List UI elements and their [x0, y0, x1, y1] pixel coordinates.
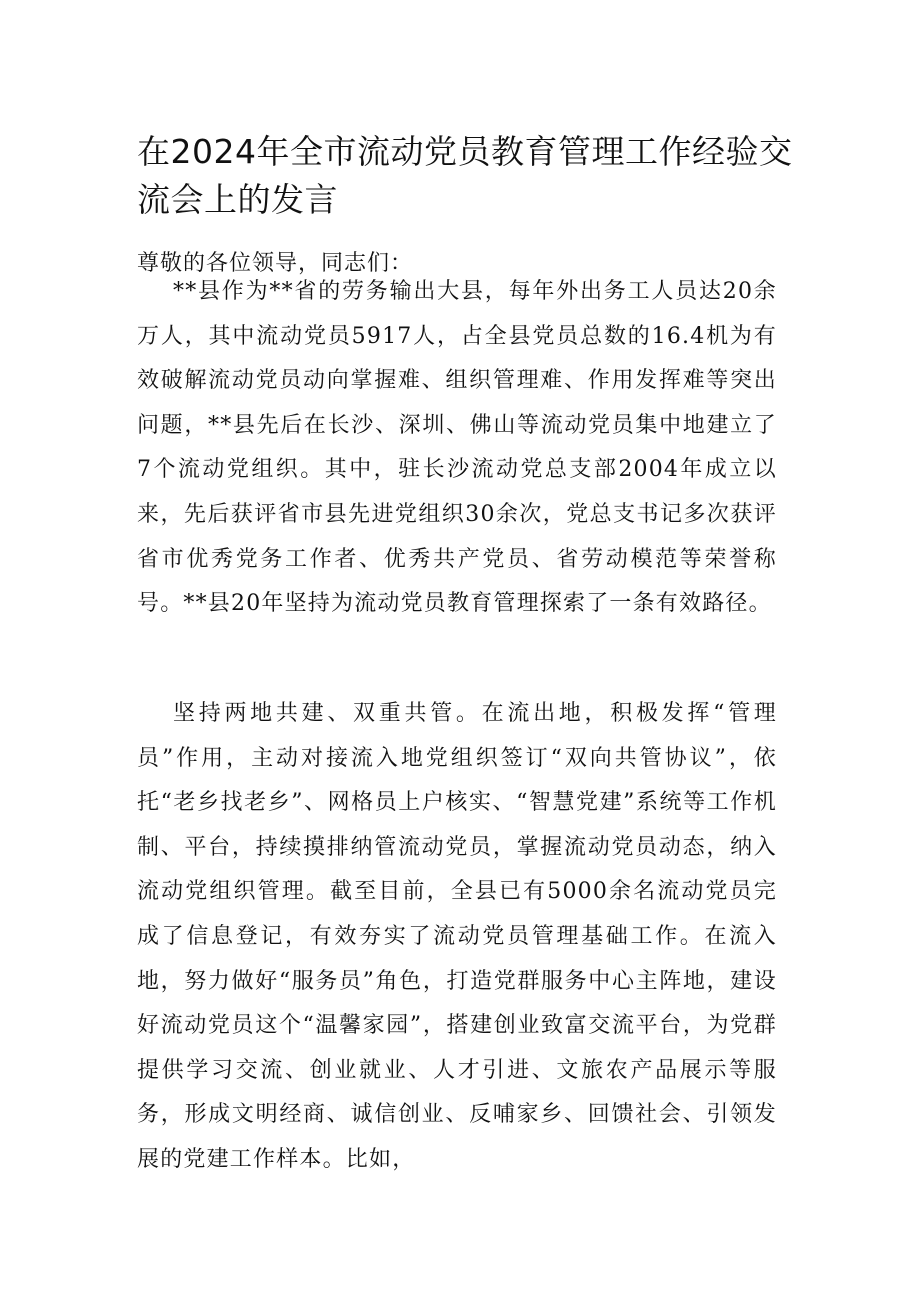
body-paragraph: **县作为**省的劳务输出大县，每年外出务工人员达20余万人，其中流动党员5917人，占全县党员总数的16.4机为有效破解流动党员动向掌握难、组织管理难、作用发挥难等突出问题，**县先后在长沙、深圳、佛山等流动党员集中地建立了7个流动党组织。其中，驻长沙流动党总支部2004年成立以来，先后获评省市县先进党组织30余次，党总支书记多次获评省市优秀党务工作者、优秀共产党员、省劳动模范等荣誉称号。**县20年坚持为流动党员教育管理探索了一条有效路径。: [137, 279, 777, 617]
body-paragraph: 坚持两地共建、双重共管。在流出地，积极发挥“管理员”作用，主动对接流入地党组织签订“双向共管协议”，依托“老乡找老乡”、网格员上户核实、“智慧党建”系统等工作机制、平台，持续摸排纳管流动党员，掌握流动党员动态，纳入流动党组织管理。截至目前，全县已有5000余名流动党员完成了信息登记，有效夯实了流动党员管理基础工作。在流入地，努力做好“服务员”角色，打造党群服务中心主阵地，建设好流动党员这个“温馨家园”，搭建创业致富交流平台，为党群提供学习交流、创业就业、人才引进、文旅农产品展示等服务，形成文明经商、诚信创业、反哺家乡、回馈社会、引领发展的党建工作样本。比如，: [137, 701, 777, 1172]
document-title: 在2024年全市流动党员教育管理工作经验交流会上的发言: [137, 132, 793, 219]
salutation: 尊敬的各位领导，同志们：: [137, 251, 414, 276]
